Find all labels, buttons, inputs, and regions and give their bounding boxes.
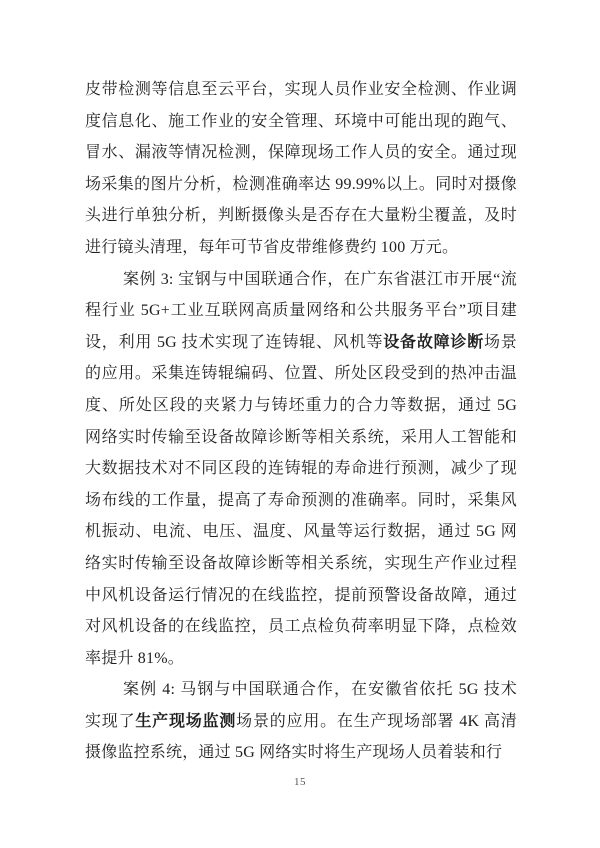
text-segment: 进行镜头清理，每年可节省皮带维修费约 100 万元。 (85, 238, 459, 256)
text-segment: 设，利用 5G 技术实现了连铸辊、风机等 (85, 333, 384, 351)
text-segment: 大数据技术对不同区段的连铸辊的寿命进行预测，减少了现 (85, 460, 517, 478)
text-line (85, 422, 517, 454)
text-segment: 冒水、漏液等情况检测，保障现场工作人员的安全。通过现 (85, 144, 517, 162)
text-segment: 度信息化、施工作业的安全管理、环境中可能出现的跑气、 (85, 112, 517, 130)
text-line (85, 390, 517, 422)
text-segment: 案例 3: 宝钢与中国联通合作，在广东省湛江市开展“流 (123, 270, 517, 288)
text-segment: 中风机设备运行情况的在线监控，提前预警设备故障，通过 (85, 586, 517, 604)
text-segment: 场景的应用。在生产现场部署 4K 高清 (236, 712, 518, 730)
text-line (85, 611, 517, 643)
text-line (85, 295, 517, 327)
text-line (85, 548, 517, 580)
text-segment: 实现了 (85, 712, 136, 730)
text-segment: 率提升 81%。 (85, 649, 184, 667)
highlighted-term: 生产现场监测 (135, 712, 237, 730)
text-line (85, 706, 517, 738)
text-line (85, 674, 517, 706)
text-segment: 案例 4: 马钢与中国联通合作，在安徽省依托 5G 技术 (123, 681, 517, 699)
text-line (85, 137, 517, 169)
text-segment: 的应用。采集连铸辊编码、位置、所处区段受到的热冲击温 (85, 365, 517, 383)
text-line (85, 200, 517, 232)
text-line (85, 74, 517, 106)
text-segment: 场布线的工作量，提高了寿命预测的准确率。同时，采集风 (85, 491, 517, 509)
text-line (85, 485, 517, 517)
text-segment: 场采集的图片分析，检测准确率达 99.99%以上。同时对摄像 (85, 175, 517, 193)
text-segment: 摄像监控系统，通过 5G 网络实时将生产现场人员着装和行 (85, 744, 503, 762)
text-segment: 度、所处区段的夹紧力与铸坯重力的合力等数据，通过 5G (85, 396, 517, 414)
text-segment: 机振动、电流、电压、温度、风量等运行数据，通过 5G 网 (85, 523, 517, 541)
text-segment: 场景 (484, 333, 517, 351)
page-number: 15 (294, 776, 306, 788)
text-line (85, 516, 517, 548)
text-line (85, 580, 517, 612)
text-line (85, 358, 517, 390)
text-line (85, 643, 517, 675)
text-segment: 皮带检测等信息至云平台，实现人员作业安全检测、作业调 (85, 81, 517, 98)
text-line (85, 327, 517, 359)
text-line (85, 232, 517, 264)
text-segment: 网络实时传输至设备故障诊断等相关系统，采用人工智能和 (85, 428, 517, 446)
text-segment: 对风机设备的在线监控，员工点检负荷率明显下降，点检效 (85, 618, 517, 636)
text-segment: 程行业 5G+工业互联网高质量网络和公共服务平台”项目建 (85, 302, 517, 320)
text-segment: 络实时传输至设备故障诊断等相关系统，实现生产作业过程 (85, 554, 517, 572)
text-line (85, 737, 517, 769)
text-line (85, 169, 517, 201)
text-line (85, 453, 517, 485)
text-segment: 头进行单独分析，判断摄像头是否存在大量粉尘覆盖，及时 (85, 207, 517, 225)
text-line (85, 106, 517, 138)
document-body (85, 74, 517, 769)
text-line (85, 264, 517, 296)
highlighted-term: 设备故障诊断 (383, 333, 484, 351)
